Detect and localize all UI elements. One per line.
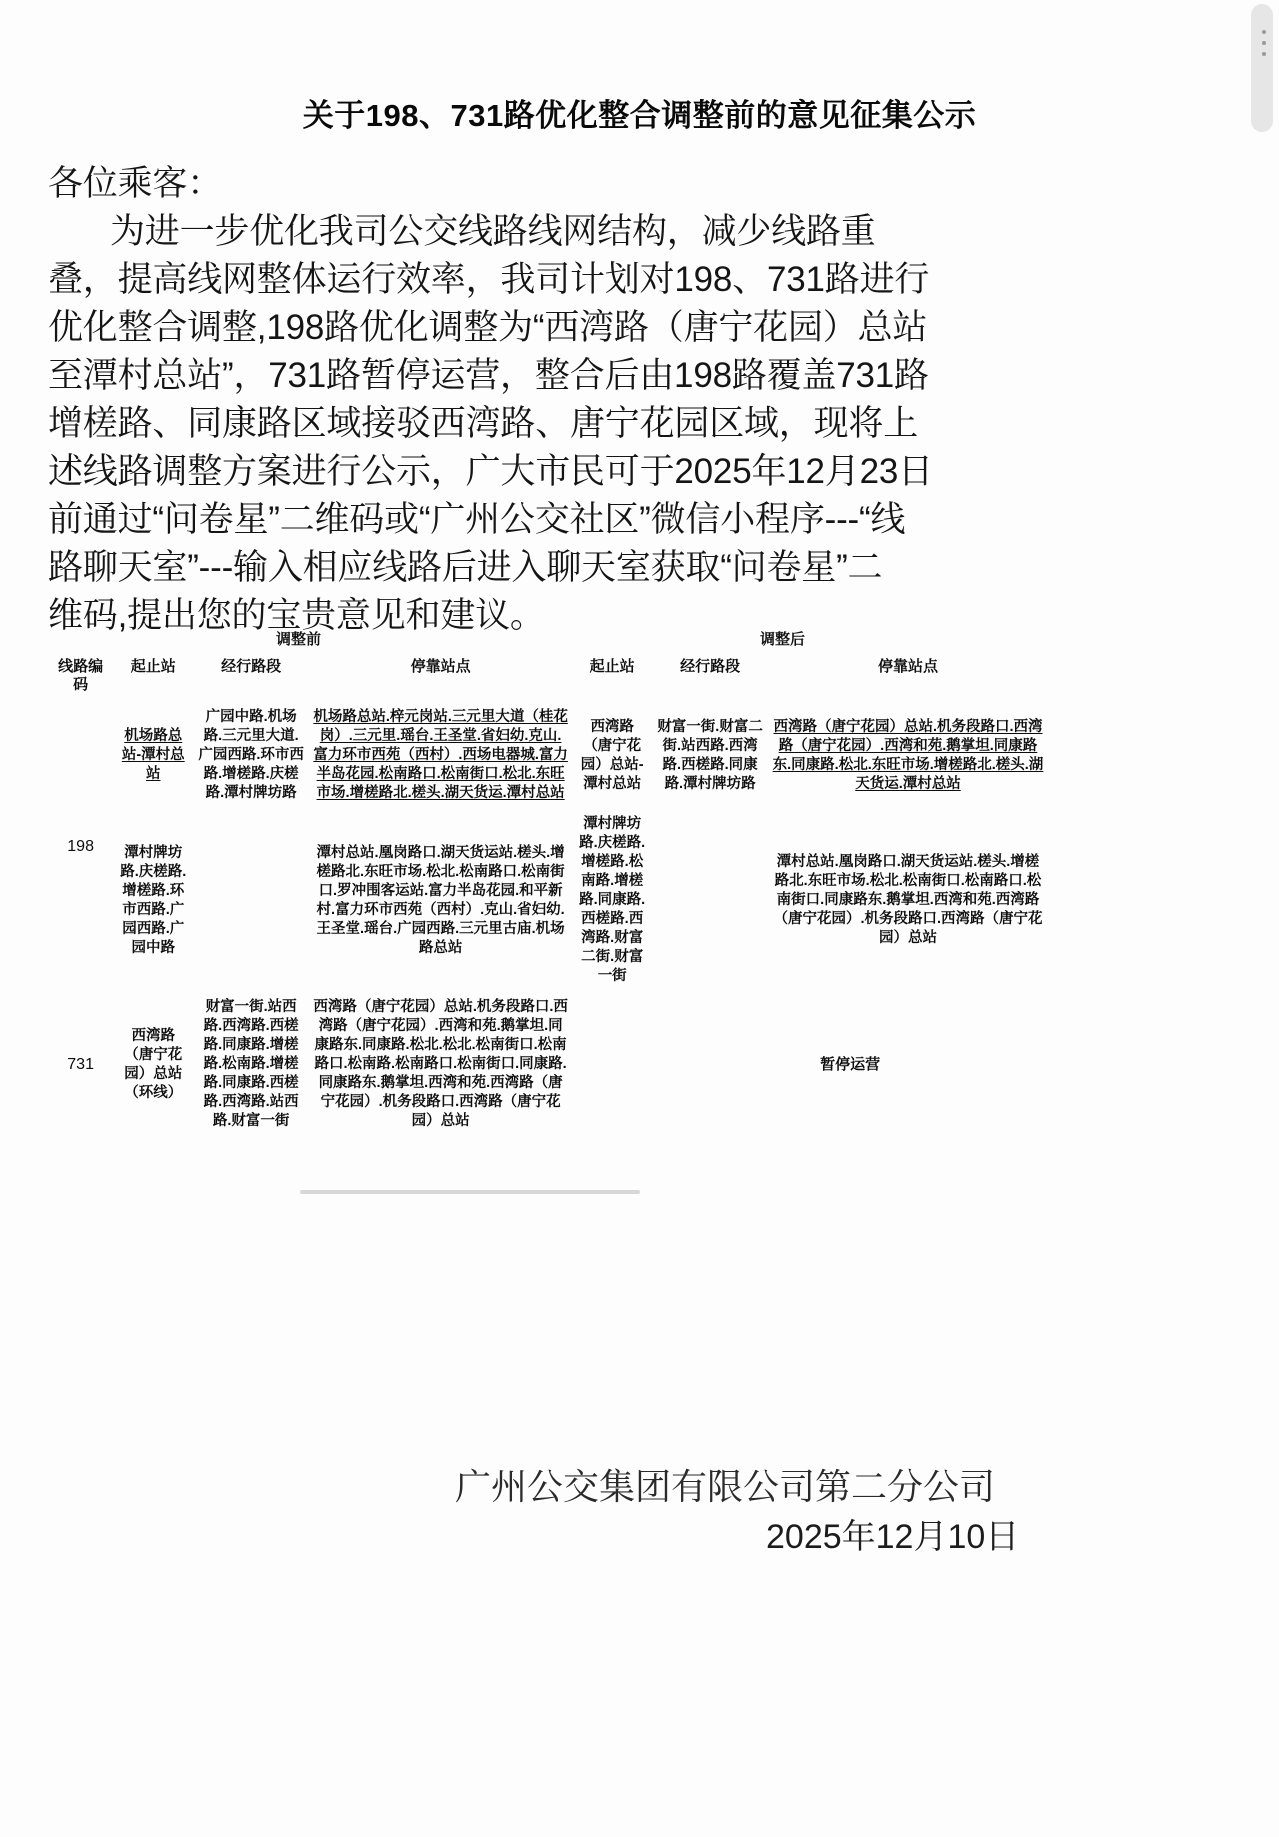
cell-before-stops-198: 机场路总站.梓元岗站.三元里大道（桂花岗）.三元里.瑶台.王圣堂.省妇幼.克山.富力环市西苑（西村）.西场电器城.富力半岛花园.松南路口.松南街口.松北.东旺市场.增槎路北.槎头.湖天货运.潭村总站 xyxy=(313,709,568,801)
paragraph-line-5: 述线路调整方案进行公示，广大市民可于2025年12月23日 xyxy=(48,452,933,491)
paragraph-line-2: 优化整合调整,198路优化调整为“西湾路（唐宁花园）总站 xyxy=(48,308,928,347)
cell-route-code-731: 731 xyxy=(67,1055,94,1073)
cell-route-code-198: 198 xyxy=(67,838,94,855)
col-header-stops-after: 停靠站点 xyxy=(877,658,938,675)
salutation: 各位乘客： xyxy=(48,164,223,203)
cell-after-return-stops-198: 潭村总站.凰岗路口.湖天货运站.槎头.增槎路北.东旺市场.松北.松南街口.松南路口.松南街口.同康路东.鹅掌坦.西湾和苑.西湾路（唐宁花园）.机务段路口.西湾路（唐宁花园）总站 xyxy=(773,854,1043,946)
route-comparison-table-wrap xyxy=(48,628,1048,1137)
cell-before-return-roads-198b xyxy=(193,809,309,992)
page-title: 关于198、731路优化整合调整前的意见征集公示 xyxy=(302,98,977,133)
paragraph-line-3: 至潭村总站”，731路暂停运营，整合后由198路覆盖731路 xyxy=(48,356,929,395)
col-header-terminals-before: 起止站 xyxy=(130,658,176,675)
cell-before-terminals-198: 机场路总站-潭村总站 xyxy=(121,728,185,782)
paragraph-line-7: 路聊天室”---输入相应线路后进入聊天室获取“问卷星”二 xyxy=(48,548,883,587)
cell-after-terminals-198: 西湾路（唐宁花园）总站-潭村总站 xyxy=(580,718,644,792)
footer-date: 2025年12月10日 xyxy=(766,1518,1020,1556)
col-header-code: 线路编码 xyxy=(58,658,104,693)
group-header-before: 调整前 xyxy=(276,631,322,648)
footer-company: 广州公交集团有限公司第二分公司 xyxy=(455,1466,996,1507)
cell-after-stops-198: 西湾路（唐宁花园）总站.机务段路口.西湾路（唐宁花园）.西湾和苑.鹅掌坦.同康路东.同康路.松北.东旺市场.增槎路北.槎头.湖天货运.潭村总站 xyxy=(772,718,1044,792)
table-row xyxy=(48,809,1048,992)
col-header-terminals-after: 起止站 xyxy=(589,658,635,675)
paragraph-line-4: 增槎路、同康路区域接驳西湾路、唐宁花园区域，现将上 xyxy=(48,404,919,443)
paragraph-line-1: 叠，提高线网整体运行效率，我司计划对198、731路进行 xyxy=(48,260,930,299)
col-header-roads-before: 经行路段 xyxy=(221,658,282,675)
cell-before-return-stops-198: 潭村总站.凰岗路口.湖天货运站.槎头.增槎路北.东旺市场.松北.松南路口.松南街口.罗冲围客运站.富力半岛花园.和平新村.富力环市西苑（西村）.克山.省妇幼.王圣堂.瑶台.广园西路.三元里古庙.机场路总站 xyxy=(316,844,565,956)
table-row xyxy=(48,702,1048,809)
col-header-roads-after: 经行路段 xyxy=(680,658,741,675)
table-row xyxy=(48,992,1048,1137)
route-comparison-table xyxy=(48,654,1048,1137)
cell-after-return-roads-198b xyxy=(652,809,768,992)
paragraph-line-8: 维码,提出您的宝贵意见和建议。 xyxy=(48,596,545,635)
table-header-row xyxy=(48,654,1048,702)
cell-before-stops-731: 西湾路（唐宁花园）总站.机务段路口.西湾路（唐宁花园）.西湾和苑.鹅掌坦.同康路东.同康路.松北.松北.松南街口.松南路口.松南路.松南路口.松南街口.同康路.同康路东.鹅掌坦.西湾和苑.西湾路（唐宁花园）.机务段路口.西湾路（唐宁花园）总站 xyxy=(313,999,568,1129)
cell-before-roads-731: 财富一街.站西路.西湾路.西槎路.同康路.增槎路.松南路.增槎路.同康路.西槎路.西湾路.站西路.财富一街 xyxy=(203,999,299,1129)
cell-before-return-roads-198: 潭村牌坊路.庆槎路.增槎路.环市西路.广园西路.广园中路 xyxy=(120,844,187,956)
cell-before-roads-198: 广园中路.机场路.三元里大道.广园西路.环市西路.增槎路.庆槎路.潭村牌坊路 xyxy=(198,709,304,801)
table-inner-scrollbar[interactable] xyxy=(300,1190,640,1194)
group-header-after: 调整后 xyxy=(760,631,806,648)
document-footer xyxy=(0,1441,1279,1601)
notice-body xyxy=(48,160,1243,640)
group-header-row xyxy=(48,628,1048,654)
scrollbar-handle-dots[interactable] xyxy=(1262,30,1266,56)
cell-before-terminals-731: 西湾路（唐宁花园）总站（环线） xyxy=(124,1027,183,1101)
paragraph-line-0: 为进一步优化我司公交线路线网结构，减少线路重 xyxy=(110,212,876,251)
paragraph-line-6: 前通过“问卷星”二维码或“广州公交社区”微信小程序---“线 xyxy=(48,500,906,539)
cell-after-return-roads-198: 潭村牌坊路.庆槎路.增槎路.松南路.增槎路.同康路.西槎路.西湾路.财富二街.财富一街 xyxy=(579,816,646,984)
cell-after-terminals-731 xyxy=(572,992,652,1137)
col-header-stops-before: 停靠站点 xyxy=(410,658,471,675)
cell-after-status-731: 暂停运营 xyxy=(820,1055,881,1073)
cell-after-roads-198: 财富一街.财富二街.站西路.西湾路.西槎路.同康路.潭村牌坊路 xyxy=(657,718,763,792)
